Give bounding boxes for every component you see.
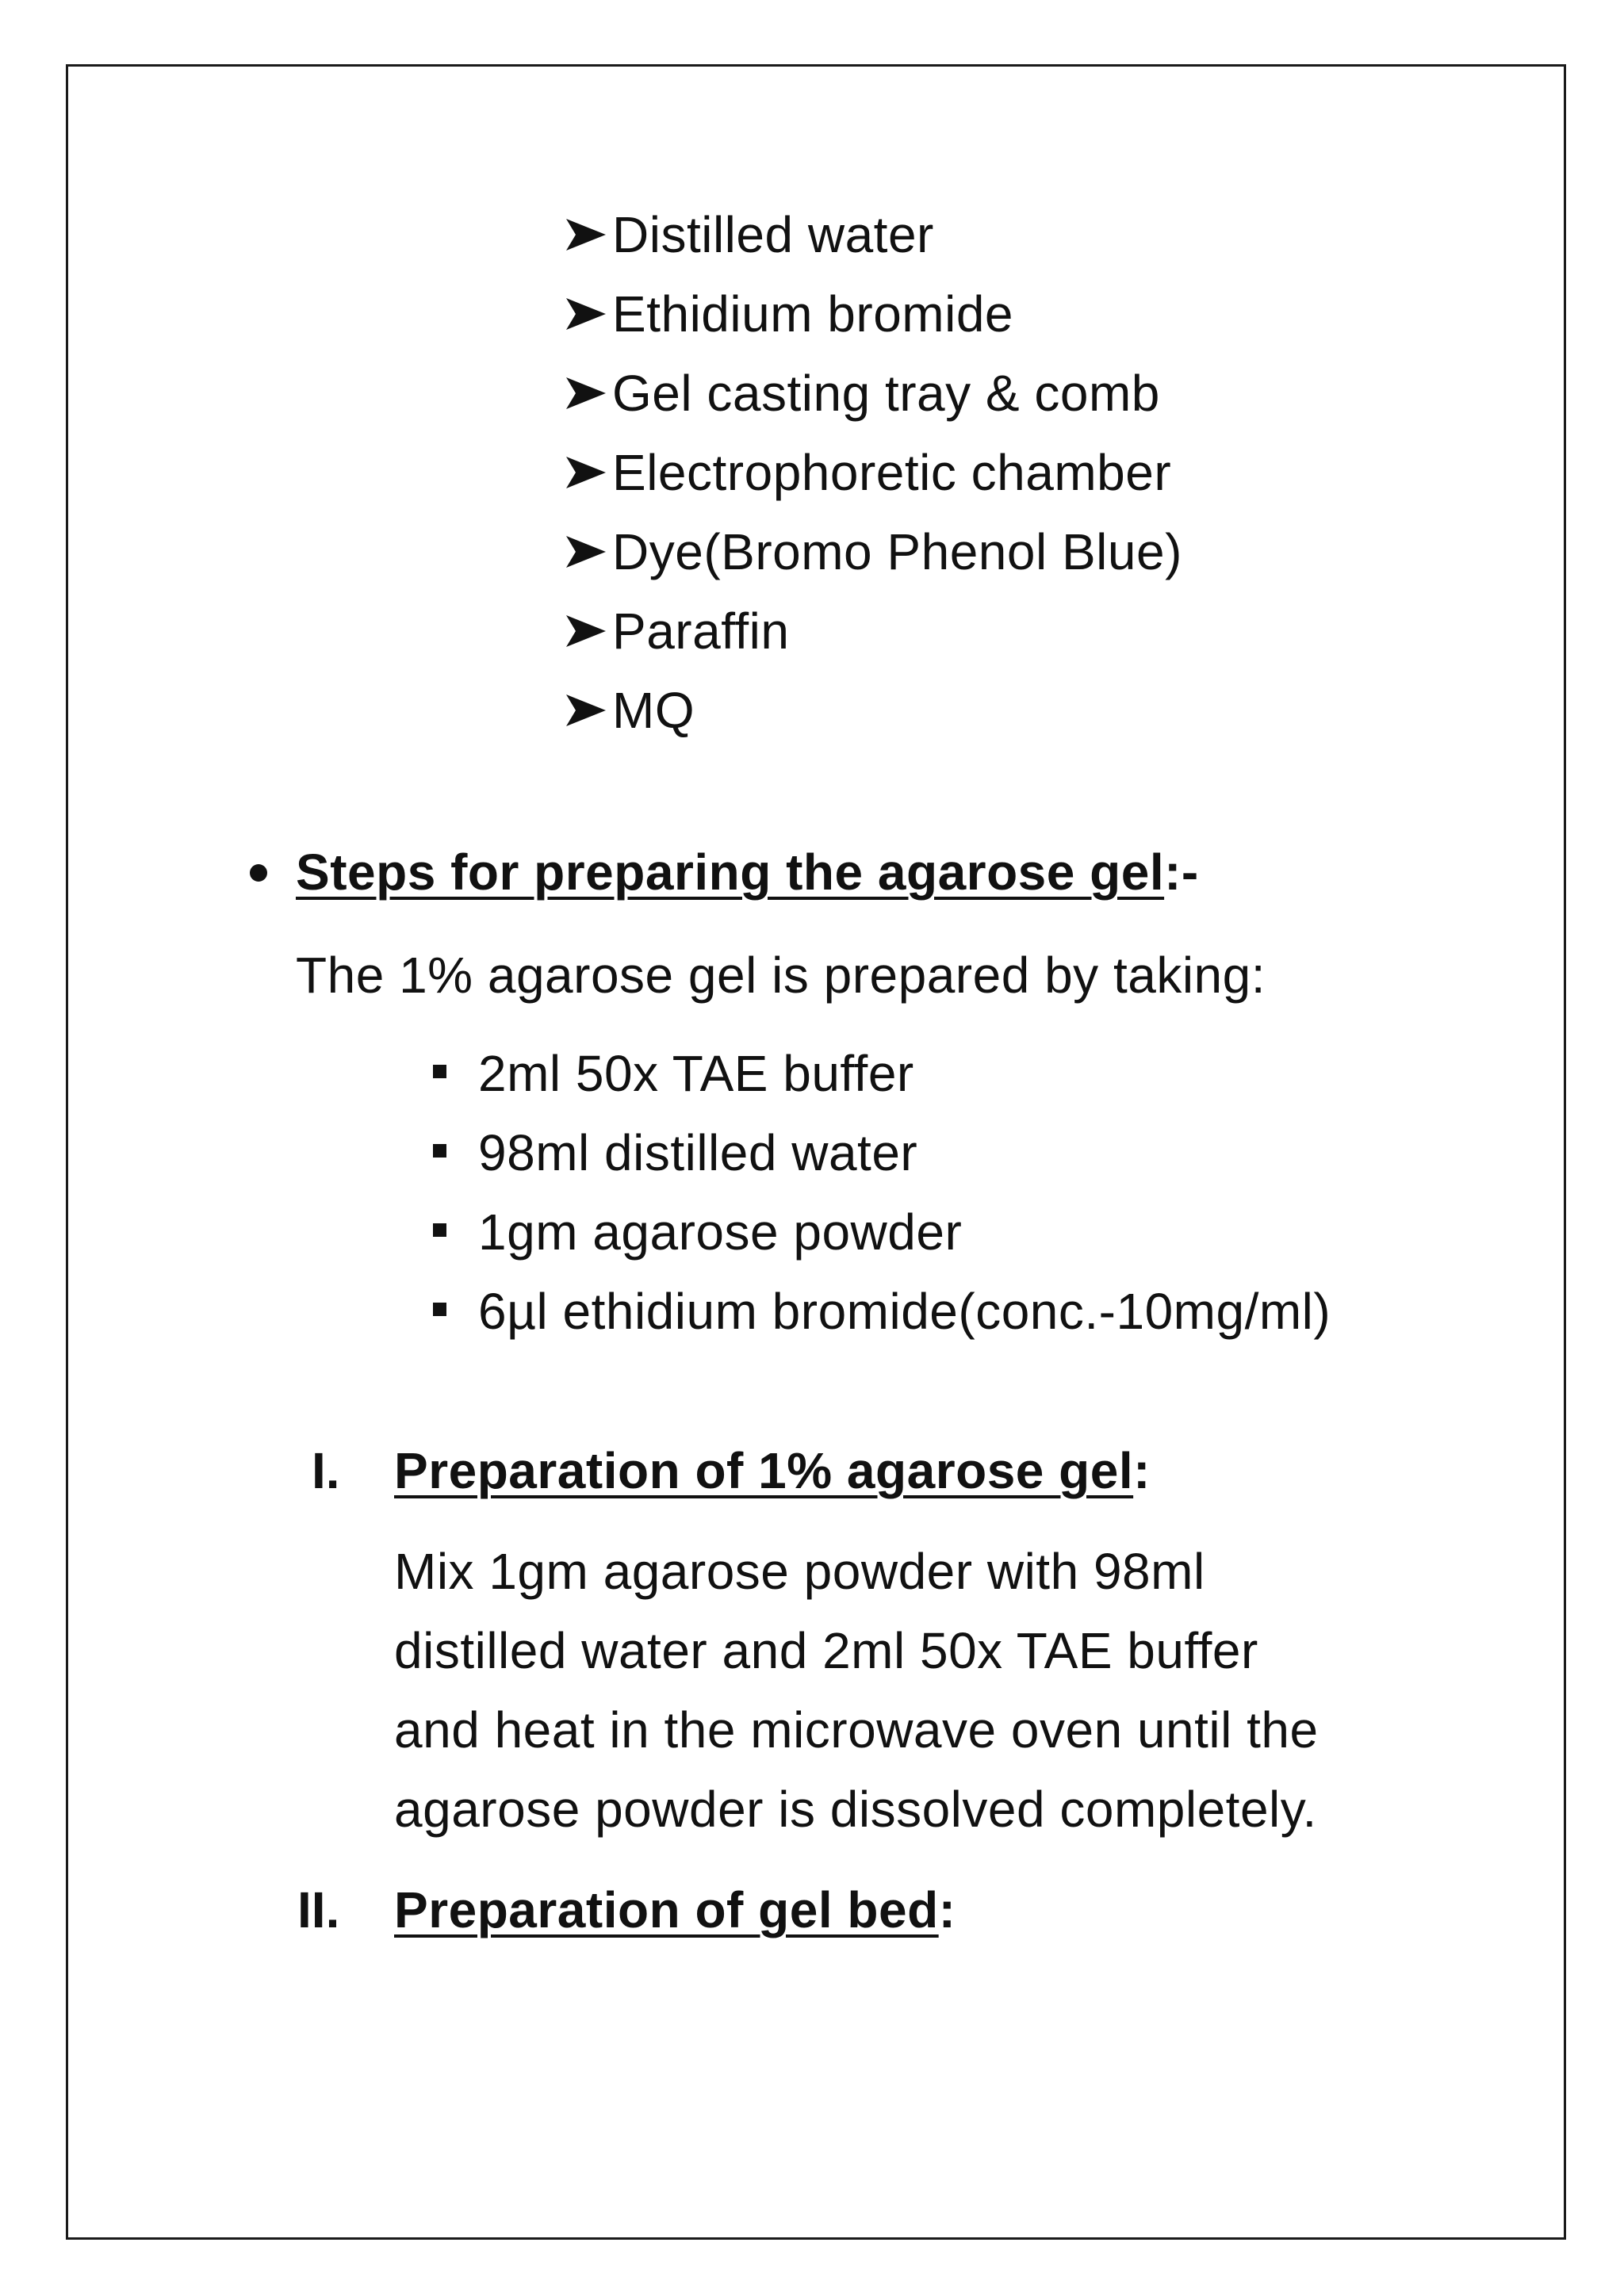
step-title <box>394 1442 1151 1499</box>
arrow-bullet-icon <box>565 297 607 331</box>
steps-heading-text: Steps for preparing the agarose gel <box>296 844 1165 901</box>
steps-heading-suffix: :- <box>1164 844 1199 901</box>
step-body-line: and heat in the microwave oven until the <box>394 1701 1319 1758</box>
arrow-bullet-icon <box>565 376 607 411</box>
square-bullet-icon <box>433 1303 446 1316</box>
step-title-text: Preparation of 1% agarose gel <box>394 1442 1134 1499</box>
steps-intro: The 1% agarose gel is prepared by taking: <box>296 947 1266 1004</box>
arrow-bullet-icon <box>565 614 607 649</box>
bullet-dot-icon <box>250 864 267 882</box>
ingredient-item: 2ml 50x TAE buffer <box>478 1045 914 1102</box>
arrow-bullet-icon <box>565 534 607 569</box>
step-numeral: I. <box>312 1442 340 1499</box>
arrow-bullet-icon <box>565 455 607 490</box>
ingredient-item: 98ml distilled water <box>478 1124 918 1181</box>
arrow-bullet-icon <box>565 217 607 252</box>
step-numeral: II. <box>297 1881 340 1938</box>
step-title-text: Preparation of gel bed <box>394 1881 939 1938</box>
steps-heading <box>296 844 1199 901</box>
square-bullet-icon <box>433 1223 446 1237</box>
square-bullet-icon <box>433 1144 446 1158</box>
square-bullet-icon <box>433 1065 446 1078</box>
material-item: Gel casting tray & comb <box>612 365 1160 422</box>
step-title-suffix: : <box>938 1881 956 1938</box>
material-item: Ethidium bromide <box>612 285 1013 342</box>
ingredient-item: 1gm agarose powder <box>478 1203 963 1261</box>
step-body-line: agarose powder is dissolved completely. <box>394 1781 1317 1838</box>
step-title <box>394 1881 956 1938</box>
material-item: Electrophoretic chamber <box>612 444 1172 501</box>
step-body-line: distilled water and 2ml 50x TAE buffer <box>394 1622 1258 1679</box>
step-title-suffix: : <box>1133 1442 1151 1499</box>
arrow-bullet-icon <box>565 693 607 728</box>
step-body-line: Mix 1gm agarose powder with 98ml <box>394 1543 1205 1600</box>
material-item: Distilled water <box>612 206 934 263</box>
material-item: Paraffin <box>612 603 790 660</box>
material-item: Dye(Bromo Phenol Blue) <box>612 523 1182 580</box>
material-item: MQ <box>612 682 695 739</box>
ingredient-item: 6µl ethidium bromide(conc.-10mg/ml) <box>478 1283 1331 1340</box>
